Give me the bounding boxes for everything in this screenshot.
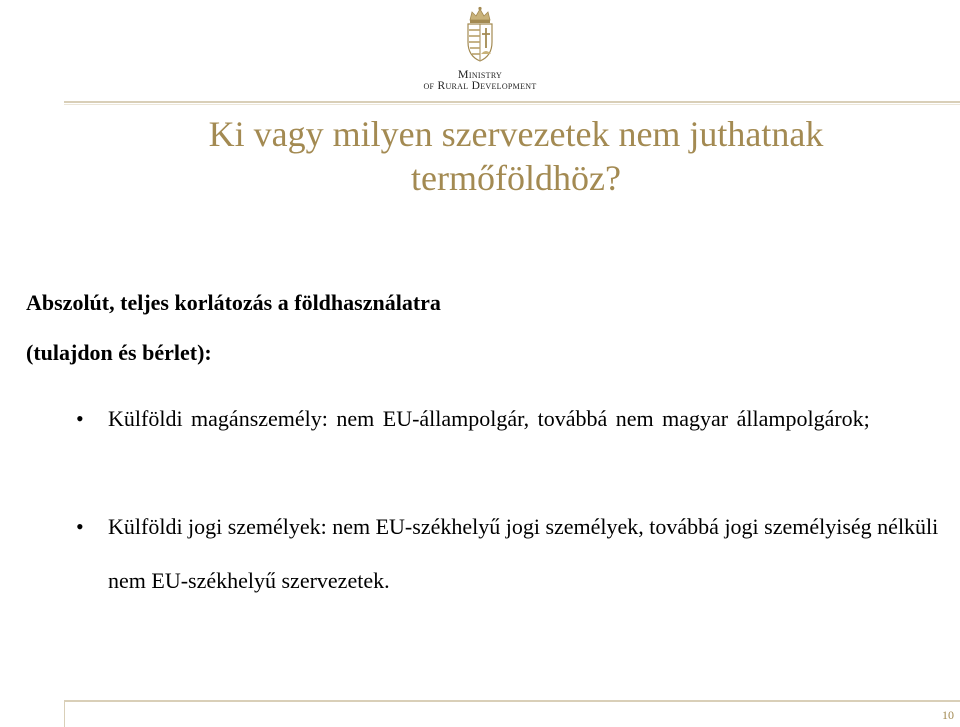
bullet-icon: • [76, 406, 84, 431]
bullet-item-legal-person [76, 500, 948, 608]
restriction-heading: Abszolút, teljes korlátozás a földhasználatra [26, 290, 441, 315]
logo-text-line2: of Rural Development [423, 80, 537, 92]
page-number: 10 [942, 708, 954, 722]
bullet-text: Külföldi magánszemély: nem EU-állampolgár, továbbá nem magyar állampolgárok; [108, 406, 870, 431]
header-divider [64, 101, 960, 103]
logo-text-line1: Ministry [457, 67, 503, 81]
bullet-icon: • [76, 514, 84, 539]
restriction-subheading: (tulajdon és bérlet): [26, 340, 212, 365]
slide-title: Ki vagy milyen szervezetek nem juthatnak termőföldhöz? [208, 114, 824, 198]
header-divider-light [64, 104, 960, 105]
bullet-item-private-person [76, 392, 948, 446]
hungarian-coat-of-arms-icon [460, 6, 500, 64]
ministry-logo [400, 6, 560, 96]
bullet-text: Külföldi jogi személyek: nem EU-székhelyű jogi személyek, továbbá jogi személyiség nélküli nem EU-székhelyű szervezetek. [108, 514, 939, 593]
footer-frame [64, 700, 960, 727]
